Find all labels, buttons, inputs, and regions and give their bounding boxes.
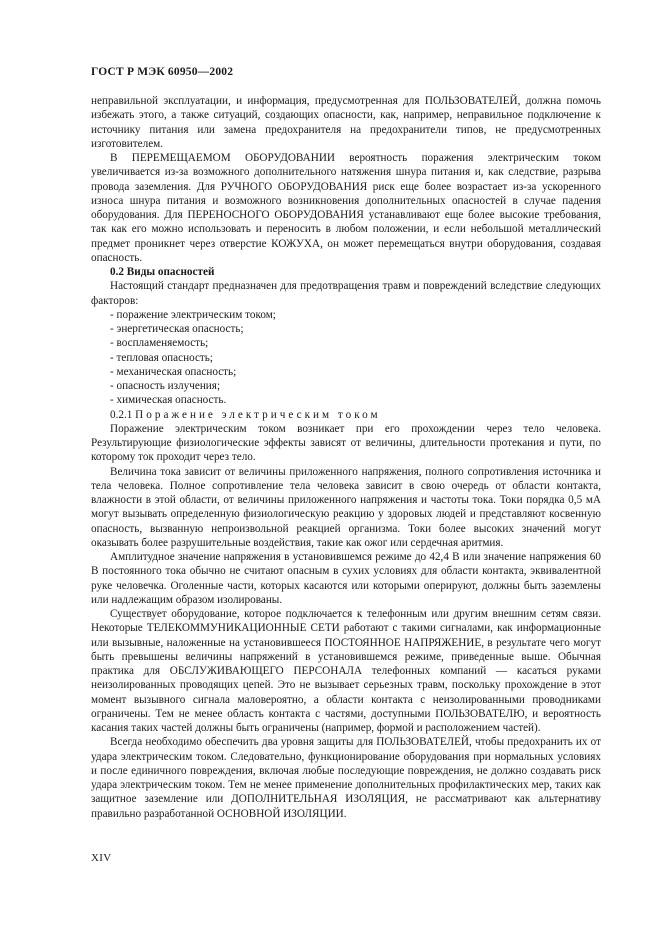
document-header: ГОСТ Р МЭК 60950—2002 xyxy=(91,66,234,78)
subsection-number: 0.2.1 xyxy=(110,408,133,421)
paragraph: Амплитудное значение напряжения в установившемся режиме до 42,4 В или значение напряжения 60 В постоянного тока обычно не считают опасным в сухих условиях для области контакта, эквивалентной руке человечка. Оголенные части, которых касаются или которыми оперируют, должны быть заземлены или надлежащим образом изолированы. xyxy=(91,551,601,606)
hazard-list xyxy=(91,308,601,408)
paragraph: Всегда необходимо обеспечить два уровня защиты для ПОЛЬЗОВАТЕЛЕЙ, чтобы предохранить их от удара электрическим током. Следовательно, функционирование оборудования при нормальных условиях и после единичного повреждения, включая любые последующие повреждения, не должно создавать риск удара электрическим током. Тем не менее применение дополнительных профилактических мер, таких как защитное заземление или ДОПОЛНИТЕЛЬНАЯ ИЗОЛЯЦИЯ, не рассматривают как альтернативу правильно разработанной ОСНОВНОЙ ИЗОЛЯЦИИ. xyxy=(91,736,601,820)
document-body xyxy=(91,94,601,821)
list-item: - поражение электрическим током; xyxy=(110,308,276,321)
paragraph: Поражение электрическим током возникает при его прохождении через тело человека. Результирующие физиологические эффекты зависят от величины, длительности протекания и пути, по которому ток проходит через тело. xyxy=(91,422,601,464)
paragraph: неправильной эксплуатации, и информация, предусмотренная для ПОЛЬЗОВАТЕЛЕЙ, должна помочь избежать этого, а также ситуаций, создающих опасности, как, например, неправильное подключение к источнику питания или замена предохранителя на предохранители типов, не предусмотренных изготовителем. xyxy=(91,95,601,150)
paragraph: Существует оборудование, которое подключается к телефонным или другим внешним сетям связи. Некоторые ТЕЛЕКОММУНИКАЦИОННЫЕ СЕТИ работают с такими сигналами, как информационные или вызывные, наложенные на установившееся ПОСТОЯННОЕ НАПРЯЖЕНИЕ, в результате чего могут быть превышены величины напряжений в установившемся режиме, приведенные выше. Обычная практика для ОБСЛУЖИВАЮЩЕГО ПЕРСОНАЛА телефонных компаний — касаться руками неизолированных проводящих цепей. Это не вызывает серьезных травм, поскольку прохождение в этот момент вызывного сигнала маловероятно, а области контакта с неизолированными проводниками ограничены. Тем не менее область контакта с частями, доступными ПОЛЬЗОВАТЕЛЮ, и вероятность касания таких частей должны быть ограничены (например, формой и расположением частей). xyxy=(91,608,601,734)
page-number: XIV xyxy=(91,852,112,864)
subsection-heading xyxy=(91,408,601,422)
list-item: - опасность излучения; xyxy=(110,380,221,392)
list-item: - воспламеняемость; xyxy=(110,337,209,350)
paragraph: Настоящий стандарт предназначен для предотвращения травм и повреждений вследствие следующих факторов: xyxy=(91,280,601,307)
subsection-title: Поражение электрическим током xyxy=(135,408,381,421)
paragraph: Величина тока зависит от величины приложенного напряжения, полного сопротивления источника и тела человека. Полное сопротивление тела человека зависит в свою очередь от области контакта, влажности в этой области, от величины приложенного напряжения и частоты тока. Токи порядка 0,5 мА могут вызывать определенную физиологическую реакцию у здоровых людей и представляют косвенную опасность, вызванную непроизвольной реакцией организма. Токи более высоких значений могут оказывать более разрушительные воздействия, такие как ожог или сердечная аритмия. xyxy=(91,465,601,549)
list-item: - механическая опасность; xyxy=(110,365,237,378)
section-heading: 0.2 Виды опасностей xyxy=(110,266,215,278)
list-item: - энергетическая опасность; xyxy=(110,323,244,335)
list-item: - химическая опасность. xyxy=(110,394,227,407)
paragraph: В ПЕРЕМЕЩАЕМОМ ОБОРУДОВАНИИ вероятность поражения электрическим током увеличивается из-за возможного дополнительного натяжения шнура питания и, как следствие, разрыва провода заземления. Для РУЧНОГО ОБОРУДОВАНИЯ риск еще более возрастает из-за ускоренного износа шнура питания и возможного возникновения дополнительных опасностей в случае падения оборудования. Для ПЕРЕНОСНОГО ОБОРУДОВАНИЯ устанавливают еще более высокие требования, так как его можно использовать и переносить в любом положении, и если небольшой металлический предмет проникнет через отверстие КОЖУХА, он может перемещаться внутри оборудования, создавая опасность. xyxy=(91,152,601,264)
list-item: - тепловая опасность; xyxy=(110,351,214,364)
